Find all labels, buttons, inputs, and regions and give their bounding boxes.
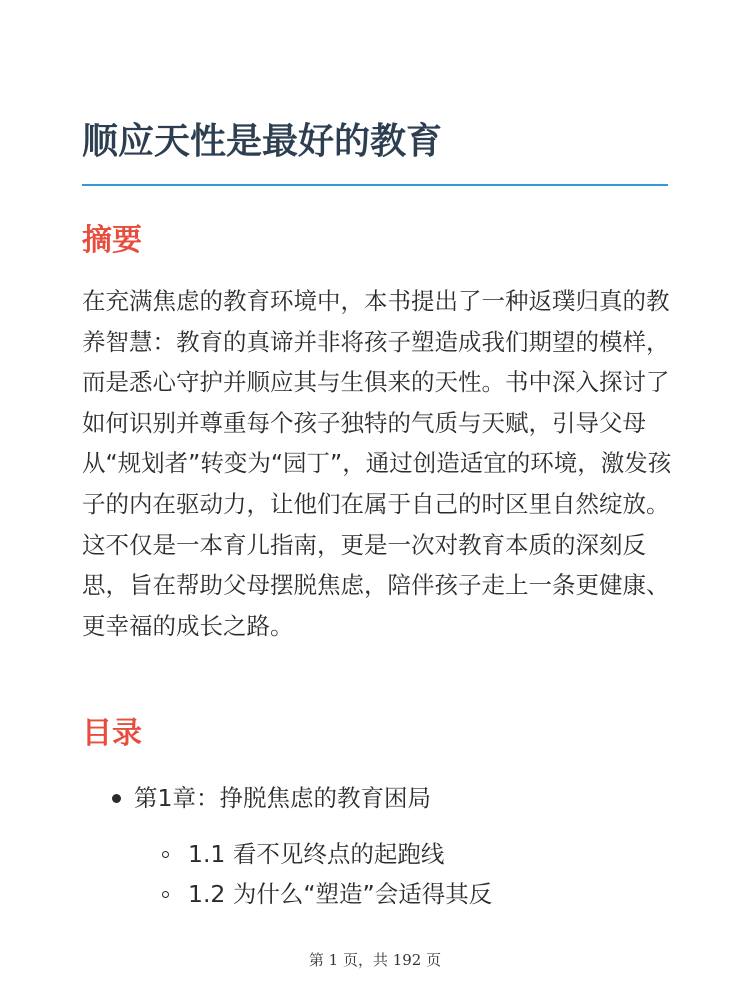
document-title: 顺应天性是最好的教育 — [82, 121, 443, 162]
toc-section-1-1[interactable]: 1.1 看不见终点的起跑线 — [188, 840, 445, 868]
abstract-heading: 摘要 — [82, 223, 142, 258]
toc-section-1-2[interactable]: 1.2 为什么“塑造”会适得其反 — [188, 880, 493, 908]
title-divider — [82, 184, 668, 186]
bullet-circle-icon — [162, 891, 169, 898]
toc-heading: 目录 — [82, 716, 142, 751]
abstract-text: 在充满焦虑的教育环境中，本书提出了一种返璞归真的教养智慧：教育的真谛并非将孩子塑造成我们期望的模样，而是悉心守护并顺应其与生俱来的天性。书中深入探讨了如何识别并尊重每个孩子独特的气质与天赋，引导父母从“规划者”转变为“园丁”，通过创造适宜的环境，激发孩子的内在驱动力，让他们在属于自己的时区里自然绽放。这不仅是一本育儿指南，更是一次对教育本质的深刻反思，旨在帮助父母摆脱焦虑，陪伴孩子走上一条更健康、更幸福的成长之路。 — [82, 287, 672, 640]
toc-chapter-1[interactable]: 第1章：挣脱焦虑的教育困局 — [134, 784, 431, 812]
page-indicator: 第 1 页，共 192 页 — [308, 951, 442, 969]
bullet-circle-icon — [162, 851, 169, 858]
bullet-disc-icon — [112, 794, 121, 803]
